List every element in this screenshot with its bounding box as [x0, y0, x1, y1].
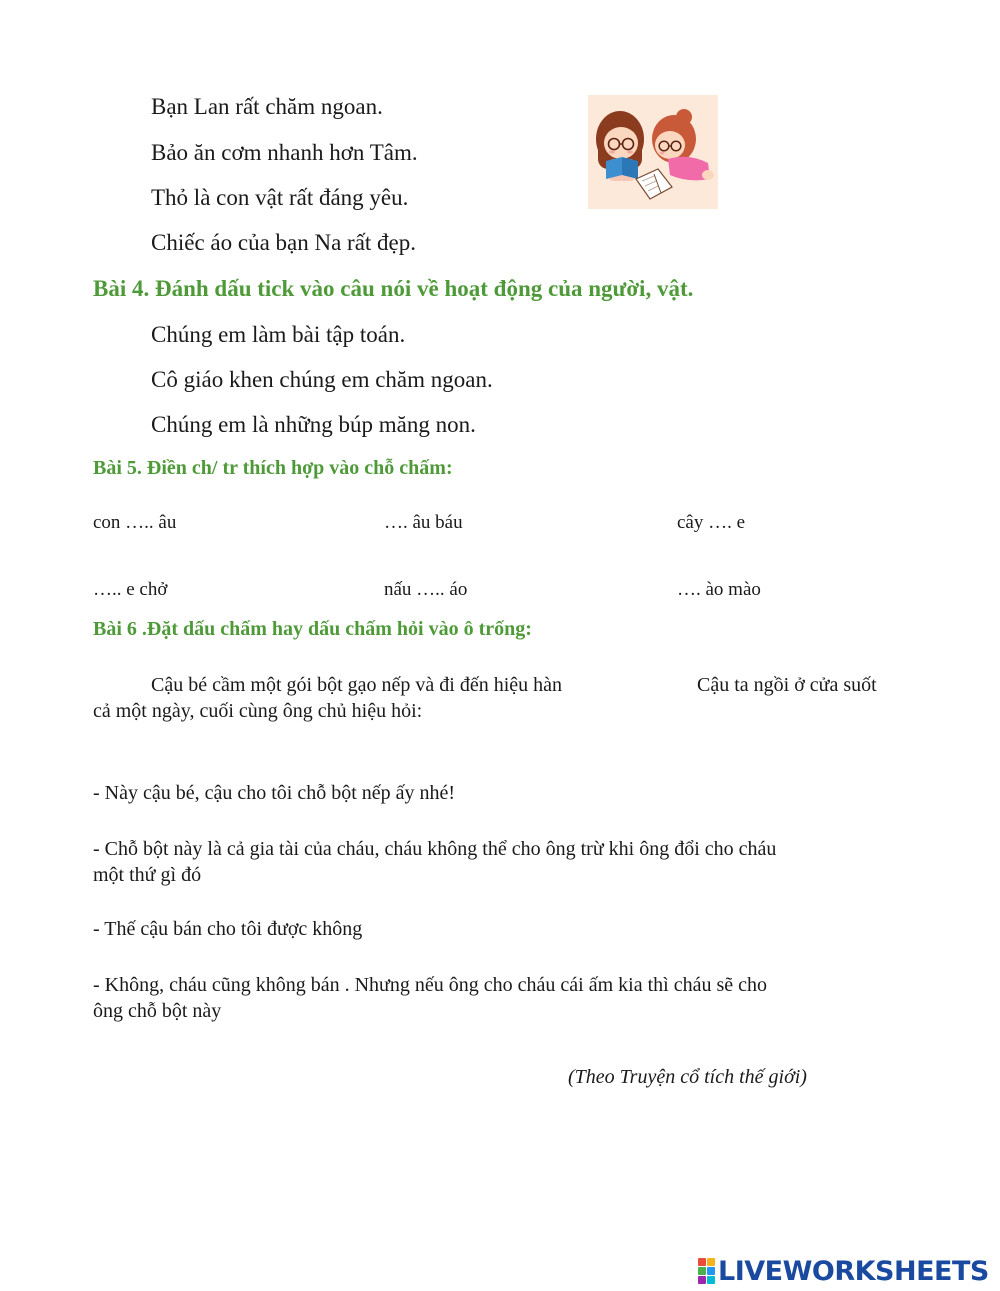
bai4-sentence-1: Chúng em làm bài tập toán. [151, 322, 406, 347]
bai3-sentence-1: Bạn Lan rất chăm ngoan. [151, 94, 383, 119]
bai6-intro-part1: Cậu bé cầm một gói bột gạo nếp và đi đến hiệu hàn [151, 674, 563, 696]
dialogue-line-4: - Không, cháu cũng không bán . Nhưng nếu ông cho cháu cái ấm kia thì cháu sẽ cho [93, 974, 767, 996]
bai5-item-5: nấu ….. áo [384, 579, 468, 600]
bai5-item-6: …. ào mào [677, 579, 761, 600]
dialogue-line-2: - Chỗ bột này là cả gia tài của cháu, cháu không thể cho ông trừ khi ông đổi cho cháu [93, 838, 777, 860]
bai4-sentence-2: Cô giáo khen chúng em chăm ngoan. [151, 367, 493, 392]
bai4-sentence-3: Chúng em là những búp măng non. [151, 412, 476, 437]
bai6-heading: Bài 6 .Đặt dấu chấm hay dấu chấm hỏi vào ô trống: [93, 618, 532, 640]
dialogue-line-3: - Thế cậu bán cho tôi được không [93, 918, 363, 940]
bai3-sentence-3: Thỏ là con vật rất đáng yêu. [151, 185, 409, 210]
bai6-intro-line2: cả một ngày, cuối cùng ông chủ hiệu hỏi: [93, 700, 423, 722]
bai5-item-3: cây …. e [677, 512, 746, 533]
dialogue-line-1: - Này cậu bé, cậu cho tôi chỗ bột nếp ấy nhé! [93, 782, 456, 804]
logo-text: LIVEWORKSHEETS [718, 1255, 989, 1287]
citation: (Theo Truyện cổ tích thế giới) [568, 1066, 807, 1088]
dialogue-line-2-cont: một thứ gì đó [93, 864, 202, 886]
dialogue-line-4-cont: ông chỗ bột này [93, 1000, 222, 1022]
bai6-intro-part2: Cậu ta ngồi ở cửa suốt [697, 674, 877, 696]
bai5-item-2: …. âu báu [384, 512, 463, 533]
liveworksheets-logo [698, 1254, 989, 1288]
bai5-item-4: ….. e chở [93, 579, 168, 600]
bai5-heading: Bài 5. Điền ch/ tr thích hợp vào chỗ chấm: [93, 457, 453, 479]
logo-blocks-icon [698, 1258, 715, 1284]
bai3-sentence-2: Bảo ăn cơm nhanh hơn Tâm. [151, 140, 418, 165]
bai4-heading: Bài 4. Đánh dấu tick vào câu nói về hoạt động của người, vật. [93, 276, 694, 301]
bai5-item-1: con ….. âu [93, 512, 177, 533]
girls-reading-illustration [588, 95, 718, 209]
bai3-sentence-4: Chiếc áo của bạn Na rất đẹp. [151, 230, 417, 255]
